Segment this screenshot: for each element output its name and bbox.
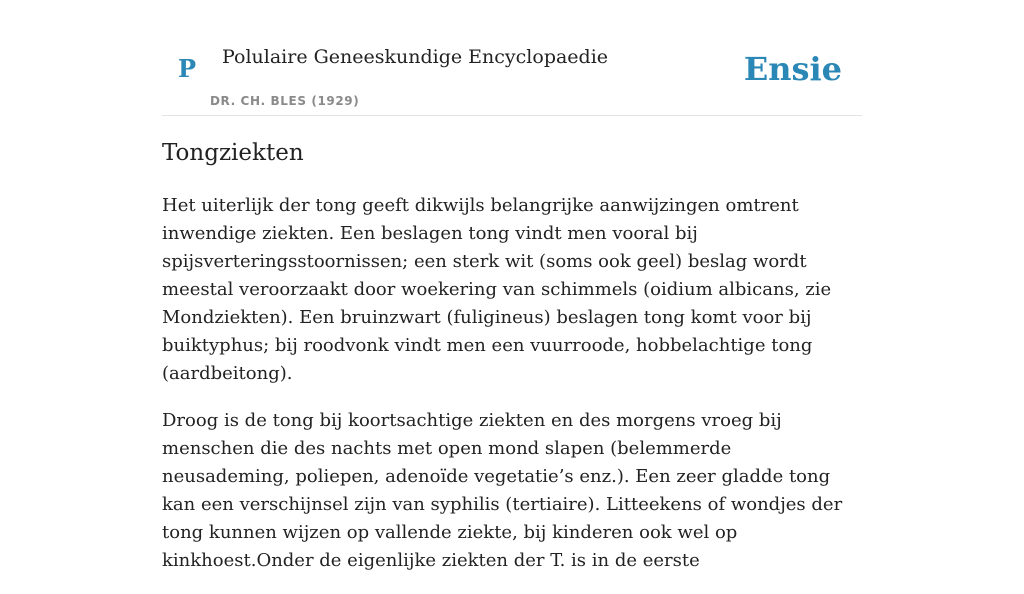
book-logo-icon[interactable]: P: [178, 54, 197, 83]
book-title[interactable]: Polulaire Geneeskundige Encyclopaedie: [222, 46, 609, 68]
article-paragraph-1: Het uiterlijk der tong geeft dikwijls belangrijke aanwijzingen omtrent inwendige ziekten. Een beslagen tong vindt men vooral bij spijsverteringsstoornissen; een sterk wit (soms ook geel) beslag wordt meestal veroorzaakt door woekering van schimmels (oidium albicans, zie Mondziekten). Een bruinzwart (fuligineus) beslagen tong komt voor bij buiktyphus; bij roodvonk vindt men een vuurroode, hobbelachtige tong (aardbeitong).: [162, 195, 832, 384]
article-body: [162, 192, 862, 594]
header: [162, 40, 862, 116]
book-author: DR. CH. BLES (1929): [210, 94, 360, 108]
brand-logo-link[interactable]: Ensie: [743, 50, 842, 88]
article-paragraph-2: Droog is de tong bij koortsachtige ziekten en des morgens vroeg bij menschen die des nachts met open mond slapen (belemmerde neusademing, poliepen, adenoïde vegetatie’s enz.). Een zeer gladde tong kan een verschijnsel zijn van syphilis (tertiaire). Litteekens of wondjes der tong kunnen wijzen op vallende ziekte, bij kinderen ook wel op kinkhoest.Onder de eigenlijke ziekten der T. is in de eerste: [162, 410, 843, 571]
article-title: Tongziekten: [162, 140, 304, 166]
